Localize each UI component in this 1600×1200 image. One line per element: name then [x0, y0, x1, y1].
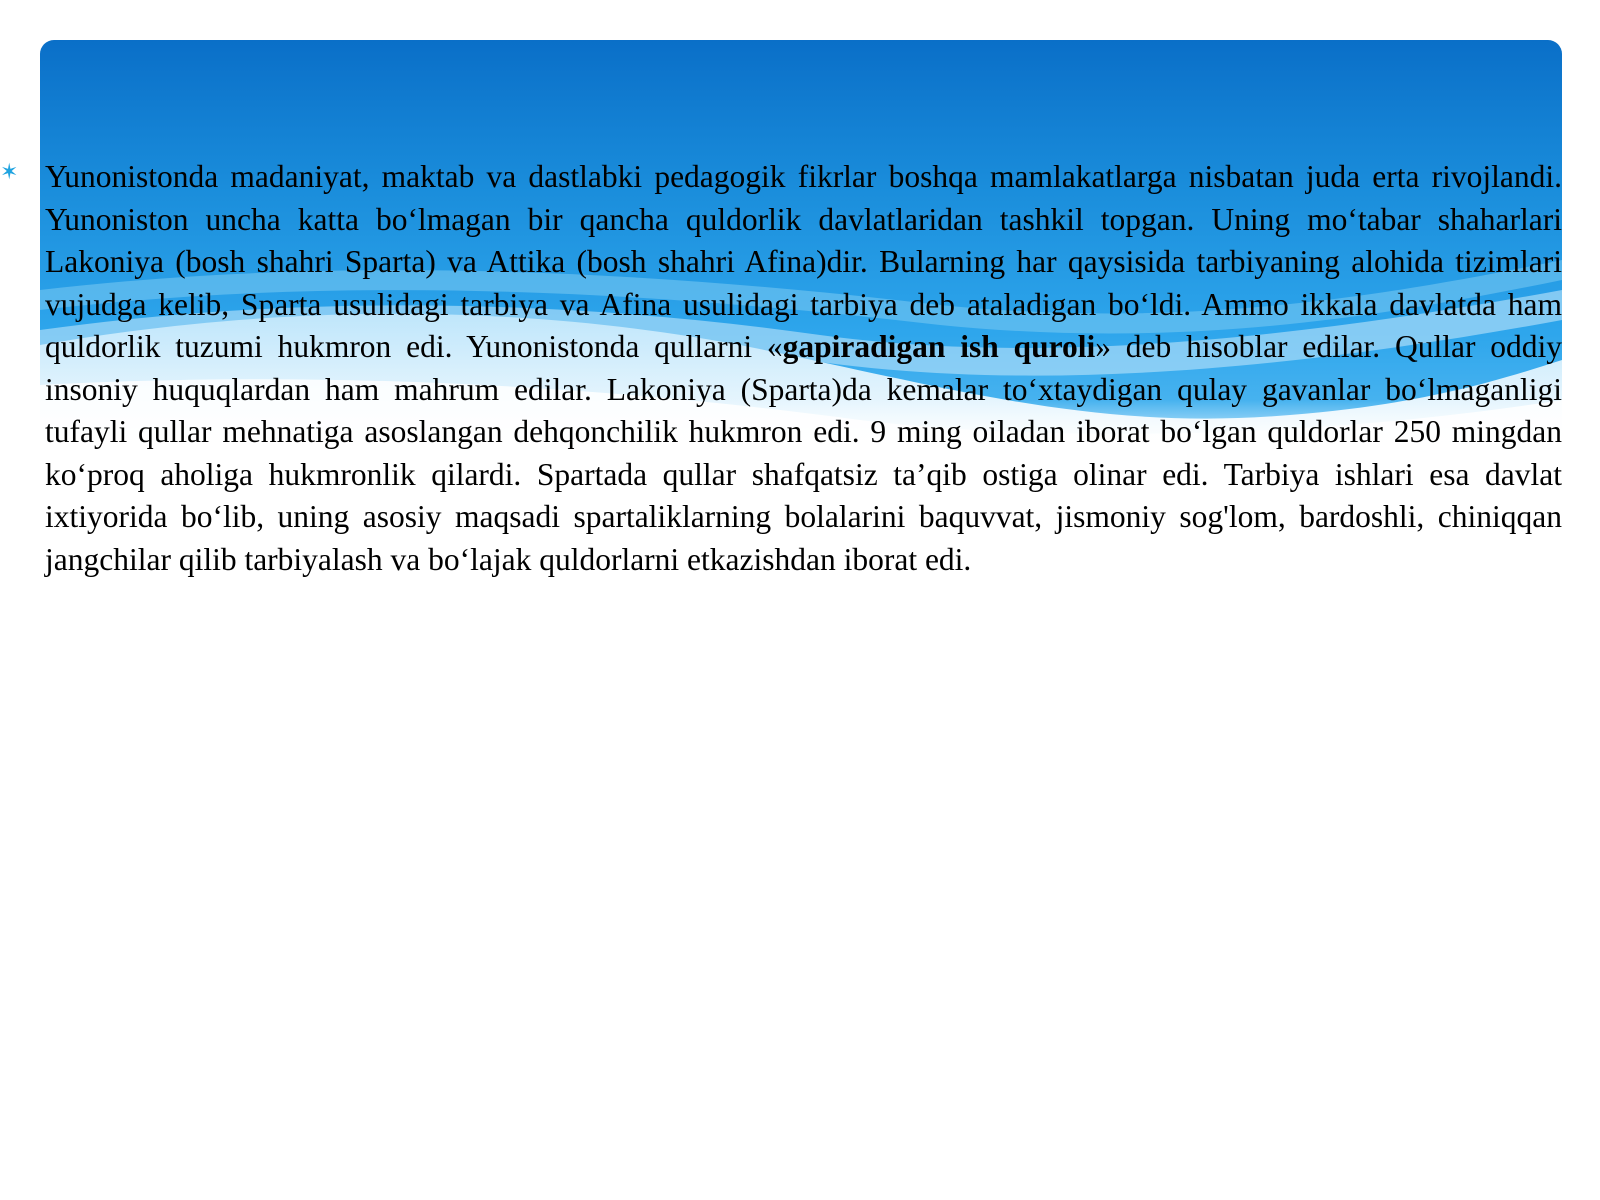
paragraph-emphasis: gapiradigan ish quroli — [782, 329, 1096, 364]
six-point-star-icon: ✶ — [0, 160, 19, 185]
body-paragraph — [45, 156, 1562, 581]
paragraph-text-part1: Yunonistonda madaniyat, maktab va dastlabki pedagogik fikrlar boshqa mamlakatlarga nisbatan juda erta rivojlandi. Yunoniston uncha katta bo‘lmagan bir qancha quldorlik davlatlaridan tashkil topgan. Uning mo‘tabar shaharlari Lakoniya (bosh shahri Sparta) va Attika (bosh shahri Afina)dir. Bularning har qaysisida tarbiyaning alohida tizimlari vujudga kelib, Sparta usulidagi tarbiya va Afina usulidagi tarbiya deb ataladigan bo‘ldi. Ammo ikkala davlatda ham quldorlik tuzumi hukmron edi. Yunonistonda qullarni « — [45, 159, 1562, 364]
paragraph-text-part2: » deb hisoblar edilar. Qullar oddiy insoniy huquqlardan ham mahrum edilar. Lakoniya (Sparta)da kemalar to‘xtaydigan qulay gavanlar bo‘lmaganligi tufayli qullar mehnatiga asoslangan dehqonchilik hukmron edi. 9 ming oiladan iborat bo‘lgan quldorlar 250 mingdan ko‘proq aholiga hukmronlik qilardi. Spartada qullar shafqatsiz ta’qib ostiga olinar edi. Tarbiya ishlari esa davlat ixtiyorida bo‘lib, uning asosiy maqsadi spartaliklarning bolalarini baquvvat, jismoniy sog'lom, bardoshli, chiniqqan jangchilar qilib tarbiyalash va bo‘lajak quldorlarni etkazishdan iborat edi. — [45, 329, 1562, 577]
